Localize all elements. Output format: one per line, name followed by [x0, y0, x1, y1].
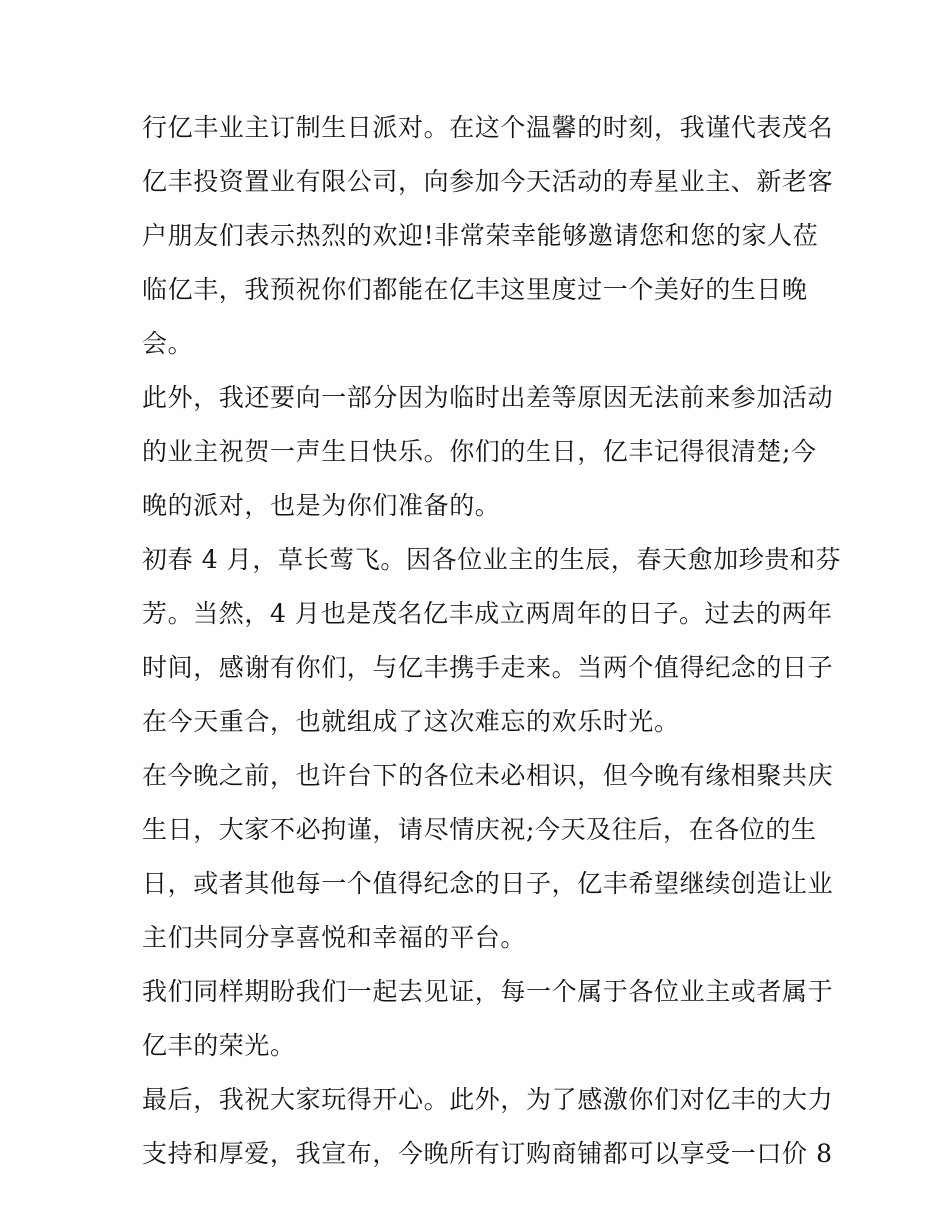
text-line: 芳。当然，4 月也是茂名亿丰成立两周年的日子。过去的两年: [142, 599, 833, 628]
text-line: 户朋友们表示热烈的欢迎!非常荣幸能够邀请您和您的家人莅: [142, 221, 819, 250]
text-line: 时间，感谢有你们，与亿丰携手走来。当两个值得纪念的日子: [142, 653, 834, 682]
text-line: 晚的派对，也是为你们准备的。: [142, 491, 501, 520]
text-line: 主们共同分享喜悦和幸福的平台。: [142, 923, 527, 952]
text-line: 亿丰的荣光。: [142, 1031, 296, 1060]
text-line: 会。: [142, 329, 194, 358]
text-line: 行亿丰业主订制生日派对。在这个温馨的时刻，我谨代表茂名: [142, 113, 834, 142]
text-line: 初春 4 月，草长莺飞。因各位业主的生辰，春天愈加珍贵和芬: [142, 545, 842, 574]
text-line: 日，或者其他每一个值得纪念的日子，亿丰希望继续创造让业: [142, 869, 834, 898]
text-line: 在今天重合，也就组成了这次难忘的欢乐时光。: [142, 707, 680, 736]
text-line: 支持和厚爱，我宣布，今晚所有订购商铺都可以享受一口价 8: [142, 1139, 833, 1168]
document-body: [142, 101, 842, 1181]
text-line: 生日，大家不必拘谨，请尽情庆祝;今天及往后，在各位的生: [142, 815, 817, 844]
text-line: 临亿丰，我预祝你们都能在亿丰这里度过一个美好的生日晚: [142, 275, 808, 304]
text-line: 此外，我还要向一部分因为临时出差等原因无法前来参加活动: [142, 383, 834, 412]
text-line: 在今晚之前，也许台下的各位未必相识，但今晚有缘相聚共庆: [142, 761, 834, 790]
text-line: 亿丰投资置业有限公司，向参加今天活动的寿星业主、新老客: [142, 167, 834, 196]
text-line: 的业主祝贺一声生日快乐。你们的生日，亿丰记得很清楚;今: [142, 437, 817, 466]
text-line: 最后，我祝大家玩得开心。此外，为了感激你们对亿丰的大力: [142, 1085, 834, 1114]
text-line: 我们同样期盼我们一起去见证，每一个属于各位业主或者属于: [142, 977, 834, 1006]
